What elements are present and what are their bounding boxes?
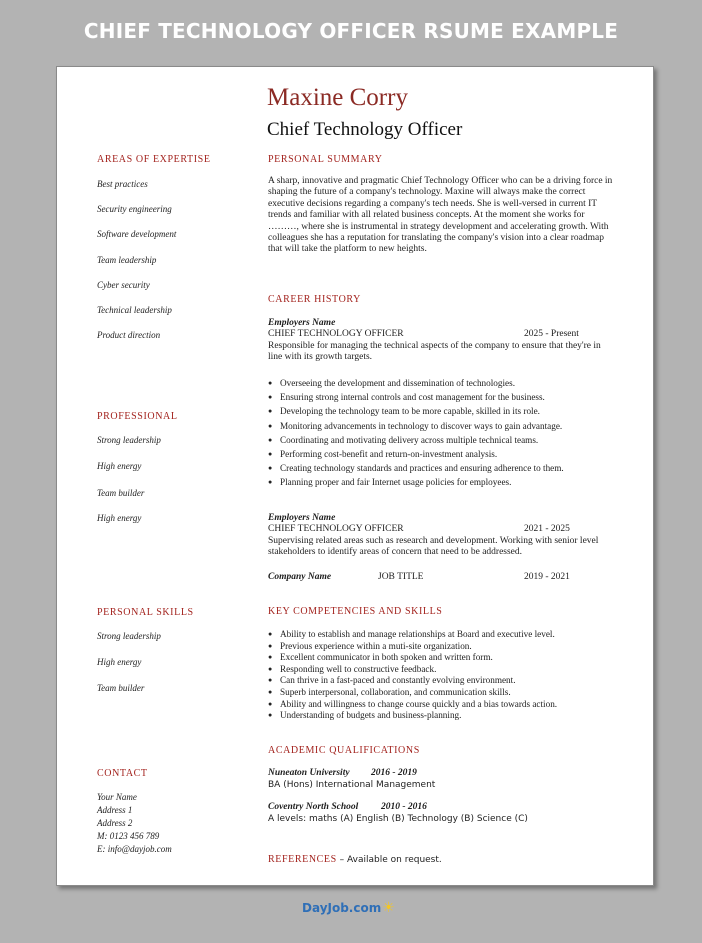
job3-employer: Company Name	[268, 572, 332, 582]
personal-skill-item: Strong leadership	[97, 631, 161, 641]
job1-bullet: ● Ensuring strong internal controls and cost management for the business.	[268, 390, 564, 404]
references-heading: REFERENCES	[268, 854, 337, 865]
competency-bullet: ● Understanding of budgets and business-planning.	[268, 710, 557, 722]
academic-heading: ACADEMIC QUALIFICATIONS	[268, 745, 420, 756]
job1-bullet: ● Planning proper and fair Internet usage policies for employees.	[268, 475, 564, 489]
job1-bullet-list	[268, 376, 564, 490]
professional-heading: PROFESSIONAL	[97, 411, 178, 422]
professional-item: Strong leadership	[97, 435, 161, 445]
job3-role: JOB TITLE	[378, 572, 424, 582]
job1-employer: Employers Name	[268, 318, 336, 328]
professional-item: High energy	[97, 513, 142, 523]
expertise-item: Security engineering	[97, 204, 172, 214]
contact-your-name: Your Name	[97, 792, 137, 802]
academic-detail: A levels: maths (A) English (B) Technology (B) Science (C)	[268, 814, 528, 824]
expertise-heading: AREAS OF EXPERTISE	[97, 154, 211, 165]
professional-item: High energy	[97, 461, 142, 471]
job1-bullet: ● Developing the technology team to be more capable, skilled in its role.	[268, 404, 564, 418]
job2-role: CHIEF TECHNOLOGY OFFICER	[268, 524, 404, 534]
competencies-list	[268, 629, 557, 722]
job1-bullet: ● Monitoring advancements in technology to discover ways to gain advantage.	[268, 419, 564, 433]
references-text: – Available on request.	[336, 855, 442, 865]
summary-heading: PERSONAL SUMMARY	[268, 154, 383, 165]
references	[268, 849, 442, 867]
sun-icon: ☀	[382, 900, 395, 916]
contact-phone: M: 0123 456 789	[97, 831, 160, 841]
career-heading: CAREER HISTORY	[268, 294, 361, 305]
resume-page	[56, 66, 654, 886]
dayjob-logo	[302, 900, 395, 916]
job1-bullet: ● Performing cost-benefit and return-on-investment analysis.	[268, 447, 564, 461]
expertise-item: Best practices	[97, 179, 148, 189]
competencies-heading: KEY COMPETENCIES AND SKILLS	[268, 606, 443, 617]
page-banner: CHIEF TECHNOLOGY OFFICER RSUME EXAMPLE	[83, 19, 619, 43]
expertise-item: Software development	[97, 229, 177, 239]
competency-bullet: ● Previous experience within a muti-site organization.	[268, 641, 557, 653]
job1-bullet: ● Creating technology standards and practices and ensuring adherence to them.	[268, 461, 564, 475]
professional-item: Team builder	[97, 488, 145, 498]
job2-description: Supervising related areas such as research and development. Working with senior level stakeholders to identify areas of concern that need to be addressed.	[268, 536, 599, 558]
competency-bullet: ● Superb interpersonal, collaboration, and communication skills.	[268, 687, 557, 699]
academic-detail: BA (Hons) International Management	[268, 780, 436, 790]
job2-dates: 2021 - 2025	[524, 524, 570, 534]
competency-bullet: ● Ability and willingness to change course quickly and a bias towards action.	[268, 699, 557, 711]
candidate-name: Maxine Corry	[267, 84, 408, 111]
expertise-item: Cyber security	[97, 280, 150, 290]
job3-dates: 2019 - 2021	[524, 572, 570, 582]
academic-institution: Coventry North School	[268, 802, 359, 812]
job2-employer: Employers Name	[268, 513, 336, 523]
job1-bullet: ● Coordinating and motivating delivery across multiple technical teams.	[268, 433, 564, 447]
academic-institution: Nuneaton University	[268, 768, 350, 778]
personal-skill-item: Team builder	[97, 683, 145, 693]
job1-bullet: ● Overseeing the development and dissemination of technologies.	[268, 376, 564, 390]
academic-dates: 2010 - 2016	[381, 802, 427, 812]
contact-heading: CONTACT	[97, 768, 148, 779]
competency-bullet: ● Ability to establish and manage relationships at Board and executive level.	[268, 629, 557, 641]
competency-bullet: ● Responding well to constructive feedback.	[268, 664, 557, 676]
personal-skill-item: High energy	[97, 657, 142, 667]
academic-dates: 2016 - 2019	[371, 768, 417, 778]
candidate-job-title: Chief Technology Officer	[267, 119, 463, 140]
job1-description: Responsible for managing the technical aspects of the company to ensure that they're in line with its growth targets.	[268, 341, 601, 363]
contact-email: E: info@dayjob.com	[97, 844, 172, 854]
expertise-item: Technical leadership	[97, 305, 172, 315]
personal-skills-heading: PERSONAL SKILLS	[97, 607, 194, 618]
expertise-item: Product direction	[97, 330, 161, 340]
contact-address-2: Address 2	[97, 818, 133, 828]
job1-role: CHIEF TECHNOLOGY OFFICER	[268, 329, 404, 339]
summary-text: A sharp, innovative and pragmatic Chief Technology Officer who can be a driving force in shaping the future of a company's technology. Maxine will always make the correct executive decisions regarding a company's tech needs. She is well-versed in current IT trends and familiar with all related business concepts. At the moment she works for ………, where she is instrumental in strategy development and accelerating growth. With colleagues she has a reputation for translating the company's vision into a clear roadmap that will take the platform to new heights.	[268, 176, 613, 255]
job1-dates: 2025 - Present	[524, 329, 579, 339]
contact-address-1: Address 1	[97, 805, 133, 815]
logo-text: DayJob.com	[302, 901, 382, 915]
expertise-item: Team leadership	[97, 255, 157, 265]
competency-bullet: ● Excellent communicator in both spoken and written form.	[268, 652, 557, 664]
competency-bullet: ● Can thrive in a fast-paced and constantly evolving environment.	[268, 675, 557, 687]
